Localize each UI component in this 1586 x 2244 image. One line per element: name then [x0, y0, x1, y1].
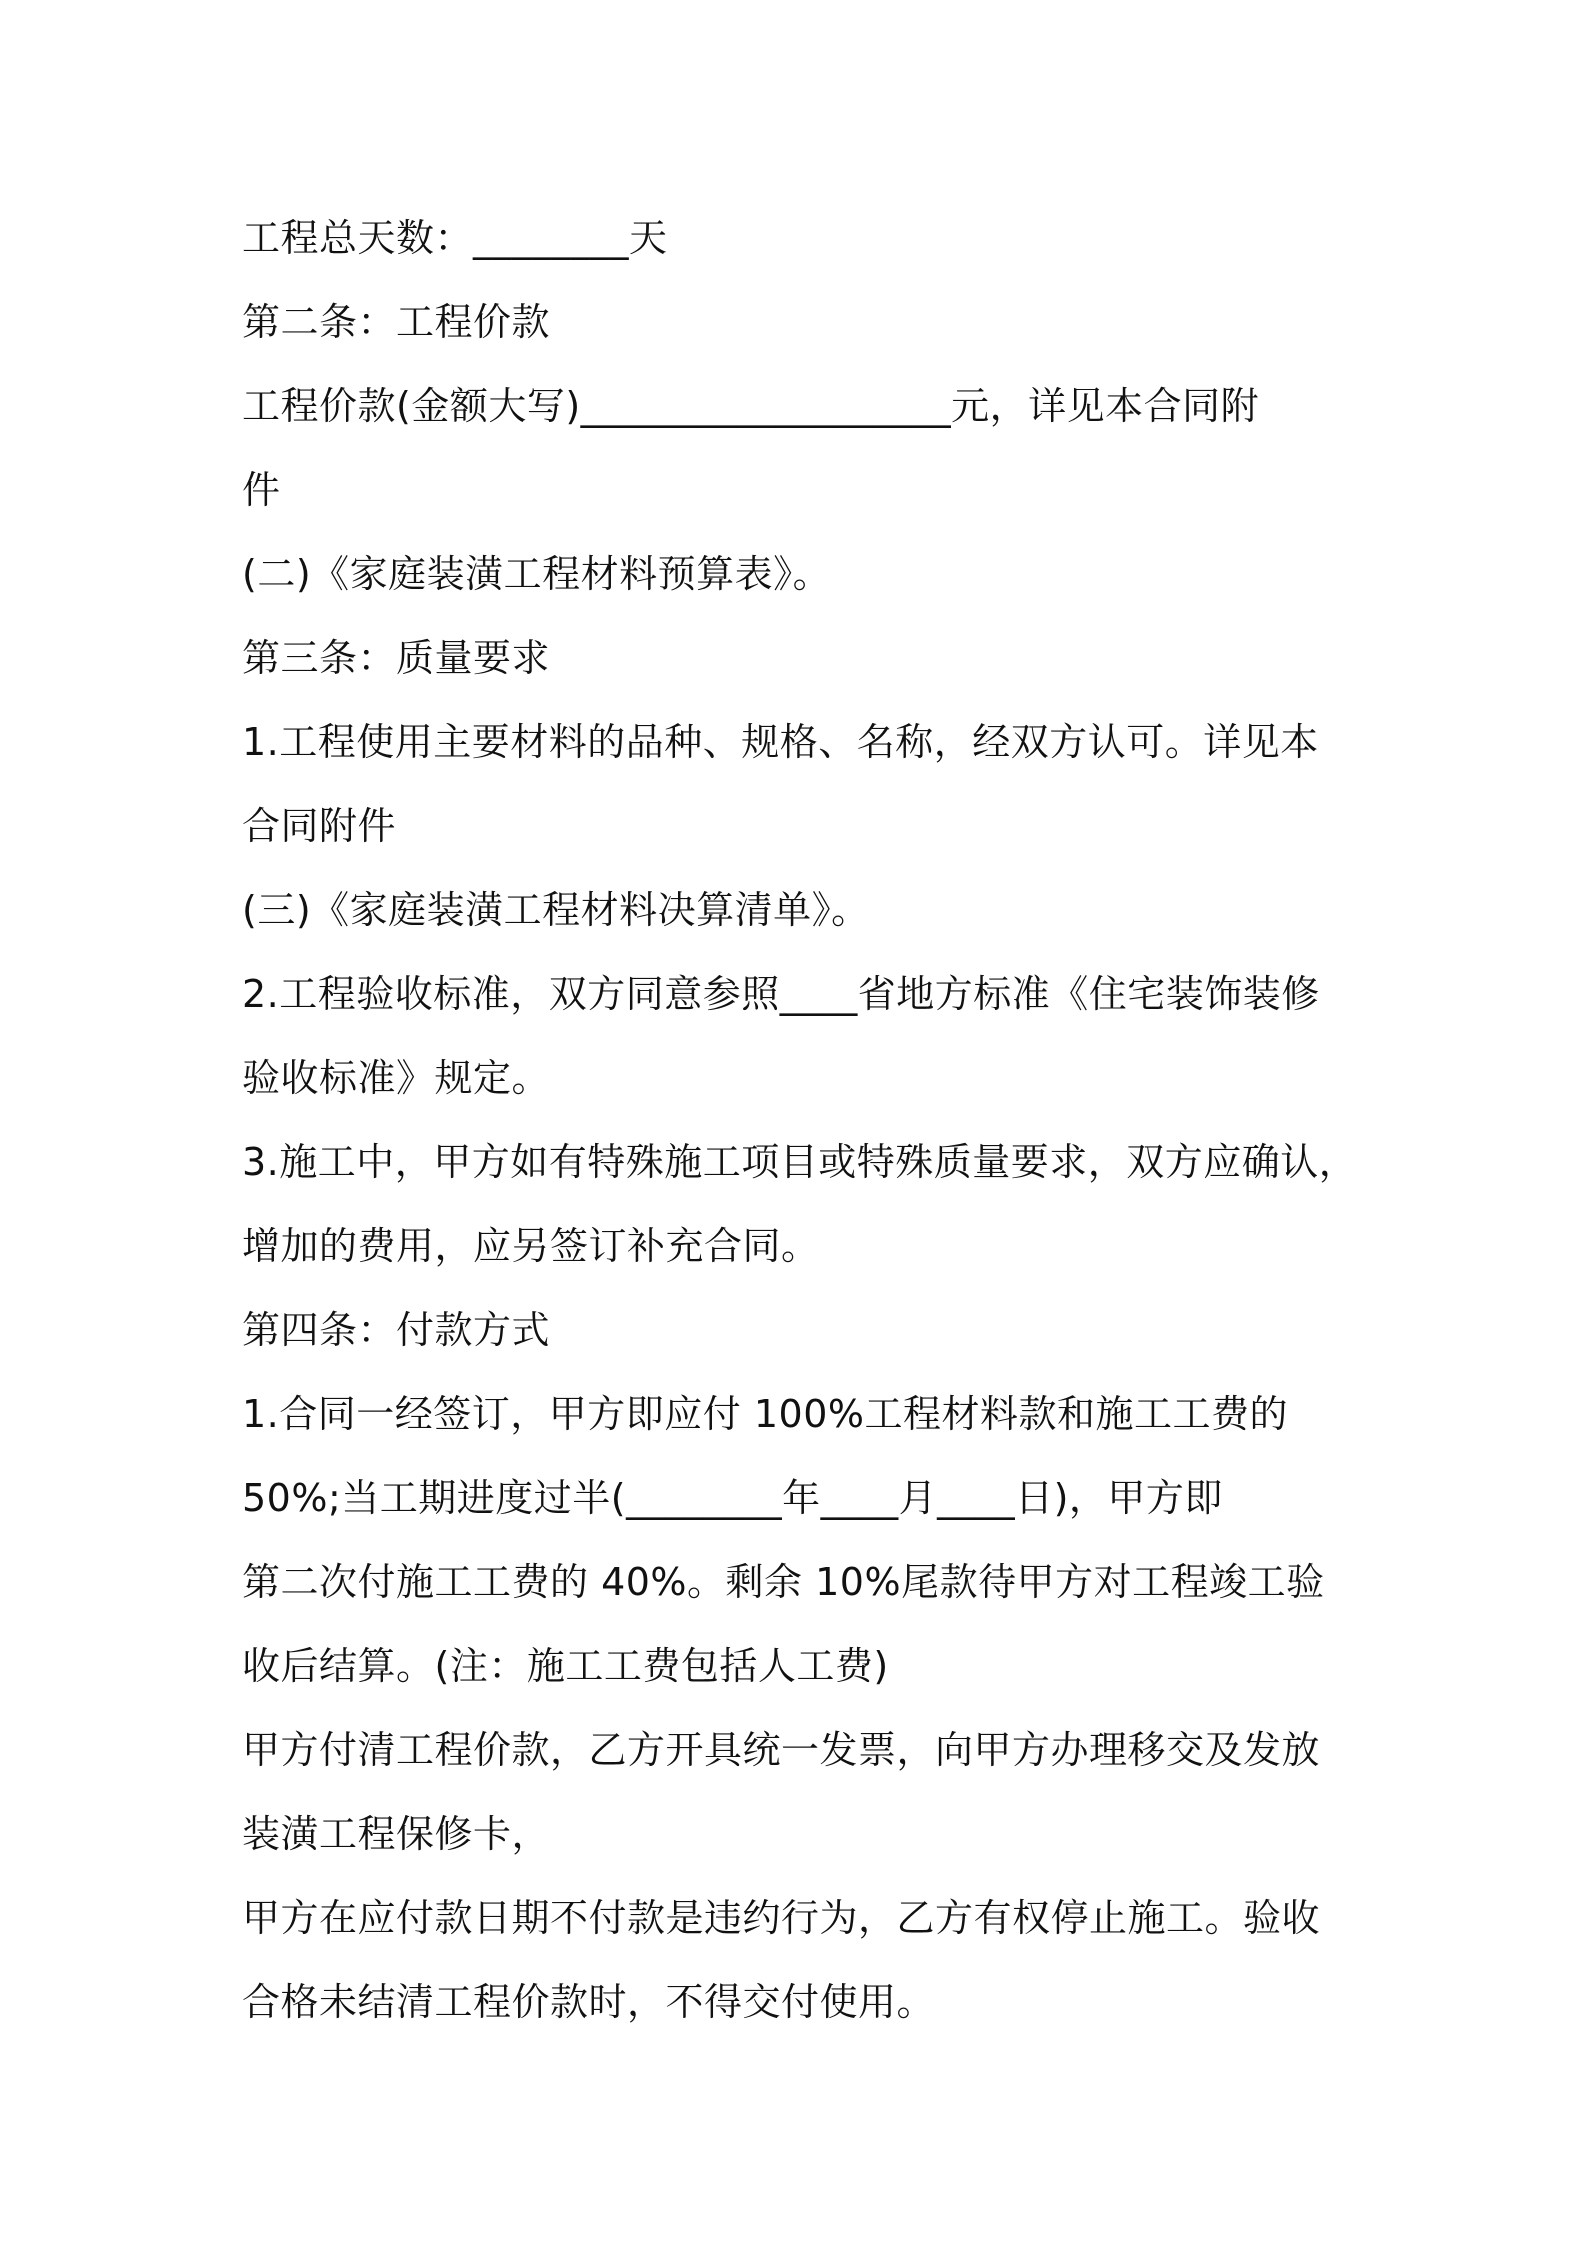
- budget-table-ref: (二)《家庭装潢工程材料预算表》。: [242, 552, 832, 596]
- article-3-heading: 第三条：质量要求: [242, 636, 551, 680]
- payment-item-1-cont-1: 50%;当工期进度过半(________年____月____日)，甲方即: [242, 1476, 1223, 1520]
- work-days-line: 工程总天数：________天: [242, 216, 668, 260]
- quality-item-1-cont: 合同附件: [242, 804, 397, 848]
- invoice-paragraph-cont: 装潢工程保修卡，: [242, 1812, 551, 1856]
- quality-item-3: 3.施工中，甲方如有特殊施工项目或特殊质量要求，双方应确认，: [242, 1140, 1358, 1184]
- quality-item-2-cont: 验收标准》规定。: [242, 1056, 551, 1100]
- article-2-heading: 第二条：工程价款: [242, 300, 551, 344]
- quality-item-3-cont: 增加的费用，应另签订补充合同。: [242, 1224, 820, 1268]
- price-line: 工程价款(金额大写)___________________元，详见本合同附: [242, 384, 1260, 428]
- payment-item-1-cont-2: 第二次付施工工费的 40%。剩余 10%尾款待甲方对工程竣工验: [242, 1560, 1325, 1604]
- price-line-cont: 件: [242, 468, 281, 512]
- default-paragraph: 甲方在应付款日期不付款是违约行为，乙方有权停止施工。验收: [242, 1896, 1321, 1940]
- payment-item-1-cont-3: 收后结算。(注：施工工费包括人工费): [242, 1644, 889, 1688]
- article-4-heading: 第四条：付款方式: [242, 1308, 551, 1352]
- default-paragraph-cont: 合格未结清工程价款时，不得交付使用。: [242, 1980, 936, 2024]
- payment-item-1: 1.合同一经签订，甲方即应付 100%工程材料款和施工工费的: [242, 1392, 1288, 1436]
- quality-item-2: 2.工程验收标准，双方同意参照____省地方标准《住宅装饰装修: [242, 972, 1320, 1016]
- invoice-paragraph: 甲方付清工程价款，乙方开具统一发票，向甲方办理移交及发放: [242, 1728, 1321, 1772]
- contract-body: [242, 196, 1362, 2044]
- settlement-list-ref: (三)《家庭装潢工程材料决算清单》。: [242, 888, 870, 932]
- quality-item-1: 1.工程使用主要材料的品种、规格、名称，经双方认可。详见本: [242, 720, 1319, 764]
